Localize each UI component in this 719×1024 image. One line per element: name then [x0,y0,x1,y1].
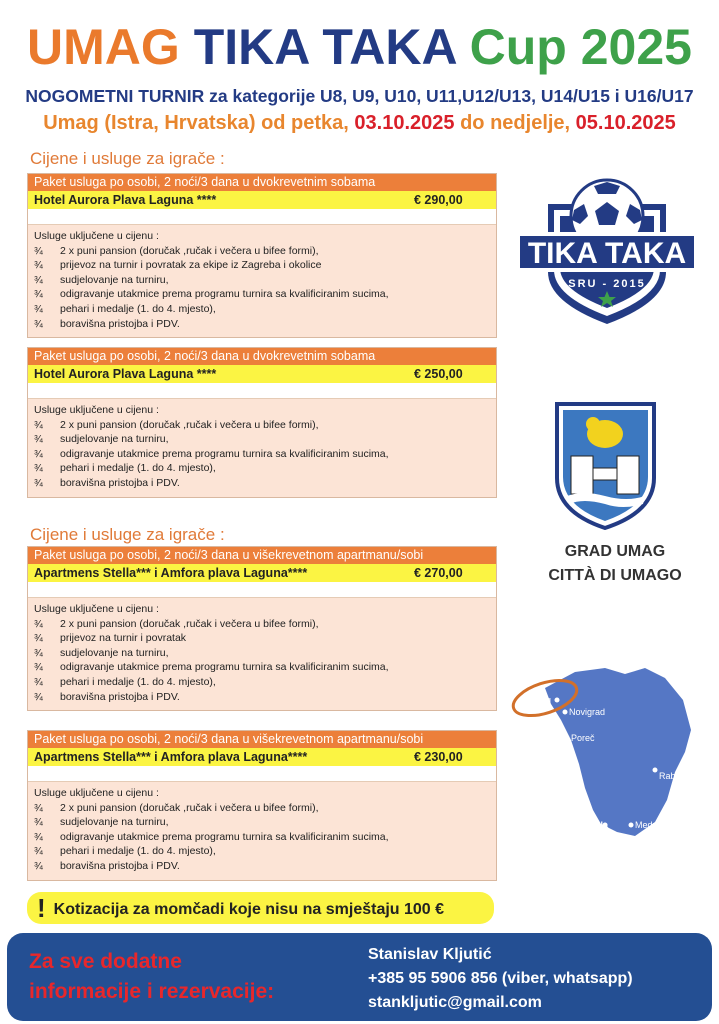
blank-row [28,383,496,399]
hotel-name: Hotel Aurora Plava Laguna **** [34,193,217,207]
package-services [28,598,496,710]
package-header: Paket usluga po osobi, 2 noći/3 dana u višekrevetnom apartmanu/sobi [28,731,496,748]
service-text: pehari i medalje (1. do 4. mjesto), [60,845,216,858]
city-name [520,540,710,588]
service-text: 2 x puni pansion (doručak ,ručak i večera u bifee formi), [60,801,319,814]
package-hotel-row [28,564,496,582]
contact-email[interactable]: stankljutic@gmail.com [368,994,542,1011]
logo-text: TIKA TAKA [527,237,687,270]
map-pin-icon [629,823,634,828]
service-text: 2 x puni pansion (doručak ,ručak i večera u bifee formi), [60,617,319,630]
bullet-icon: ¾ [34,418,43,431]
bullet-icon: ¾ [34,632,43,645]
bullet-icon: ¾ [34,433,43,446]
contact-footer [7,933,712,1021]
package-price: € 230,00 [414,750,463,764]
service-item [34,660,490,675]
bullet-icon: ¾ [34,675,43,688]
bullet-icon: ¾ [34,617,43,630]
tower-icon [571,456,593,494]
service-item [34,447,490,462]
services-intro: Usluge uključene u cijenu : [34,787,159,799]
service-item [34,432,490,447]
title-umag: UMAG [27,19,180,75]
bullet-icon: ¾ [34,462,43,475]
blank-row [28,582,496,598]
service-item [34,675,490,690]
service-text: odigravanje utakmice prema programu turnira sa kvalificiranim sucima, [60,830,389,843]
service-item [34,617,490,632]
service-item [34,844,490,859]
map-label-rabac: Rabac [659,771,686,781]
blank-row [28,209,496,225]
bullet-icon: ¾ [34,816,43,829]
map-label-pula: Pula [589,820,609,830]
note-text: Kotizacija za momčadi koje nisu na smještaju 100 € [53,901,445,918]
bullet-icon: ¾ [34,476,43,489]
package-price: € 290,00 [414,193,463,207]
bullet-icon: ¾ [34,302,43,315]
package-price: € 270,00 [414,566,463,580]
section-title-2: Cijene i usluge za igrače : [30,525,225,544]
title-cup: Cup 2025 [469,19,692,75]
service-text: sudjelovanje na turniru, [60,273,169,286]
service-text: prijevoz na turnir i povratak [60,632,187,645]
service-text: odigravanje utakmice prema programu turnira sa kvalificiranim sucima, [60,288,389,301]
service-item [34,631,490,646]
city-name-hr: GRAD UMAG [564,543,666,560]
map-label-umag: Umag [527,695,552,705]
bullet-icon: ¾ [34,259,43,272]
contact-phone[interactable]: +385 95 5906 856 (viber, whatsapp) [368,970,633,987]
service-item [34,258,490,273]
bullet-icon: ¾ [34,830,43,843]
bullet-icon: ¾ [34,859,43,872]
service-text: boravišna pristojba i PDV. [60,690,180,703]
package-header: Paket usluga po osobi, 2 noći/3 dana u višekrevetnom apartmanu/sobi [28,547,496,564]
umag-coat-of-arms [553,400,658,530]
contact-name: Stanislav Kljutić [368,946,492,963]
registration-fee-note [27,892,494,924]
bullet-icon: ¾ [34,447,43,460]
service-text: odigravanje utakmice prema programu turnira sa kvalificiranim sucima, [60,447,389,460]
package-card [27,730,497,881]
service-text: prijevoz na turnir i povratak za ekipe iz Zagreba i okolice [60,259,322,272]
dates-prefix: Umag (Istra, Hrvatska) od petka, [43,112,355,134]
package-services [28,399,496,497]
section-title-1: Cijene i usluge za igrače : [30,149,225,168]
services-intro: Usluge uključene u cijenu : [34,404,159,416]
city-name-it: CITTÀ DI UMAGO [548,567,682,584]
service-item [34,801,490,816]
service-text: pehari i medalje (1. do 4. mjesto), [60,302,216,315]
bullet-icon: ¾ [34,273,43,286]
service-item [34,317,490,332]
package-price: € 250,00 [414,367,463,381]
service-text: sudjelovanje na turniru, [60,646,169,659]
map-pin-icon [563,710,568,715]
service-item [34,476,490,491]
istria-map [505,660,715,850]
service-item [34,830,490,845]
tournament-dates [0,112,719,135]
logo-subtext: SRU - 2015 [568,278,646,290]
hotel-name: Hotel Aurora Plava Laguna **** [34,367,217,381]
map-label-rovinj: Rovinj [553,771,579,781]
dates-middle: do nedjelje, [454,112,576,134]
service-text: boravišna pristojba i PDV. [60,859,180,872]
bullet-icon: ¾ [34,690,43,703]
package-header: Paket usluga po osobi, 2 noći/3 dana u dvokrevetnim sobama [28,348,496,365]
contact-prompt [29,947,274,1007]
service-item [34,287,490,302]
service-text: odigravanje utakmice prema programu turnira sa kvalificiranim sucima, [60,661,389,674]
package-services [28,225,496,337]
service-item [34,244,490,259]
service-item [34,859,490,874]
date-start: 03.10.2025 [354,112,455,134]
services-intro: Usluge uključene u cijenu : [34,230,159,242]
date-end: 05.10.2025 [575,112,676,134]
services-intro: Usluge uključene u cijenu : [34,603,159,615]
tower-icon [617,456,639,494]
service-text: boravišna pristojba i PDV. [60,476,180,489]
service-text: boravišna pristojba i PDV. [60,317,180,330]
service-text: sudjelovanje na turniru, [60,433,169,446]
service-text: 2 x puni pansion (doručak ,ručak i večera u bifee formi), [60,244,319,257]
package-hotel-row [28,365,496,383]
map-label-porec: Poreč [571,733,595,743]
map-pin-icon [565,736,570,741]
package-card [27,347,497,498]
service-item [34,273,490,288]
service-text: sudjelovanje na turniru, [60,816,169,829]
lion-head [586,417,600,431]
package-card [27,546,497,711]
service-text: pehari i medalje (1. do 4. mjesto), [60,462,216,475]
service-text: 2 x puni pansion (doručak ,ručak i večera u bifee formi), [60,418,319,431]
tournament-categories: NOGOMETNI TURNIR za kategorije U8, U9, U10, U11,U12/U13, U14/U15 i U16/U17 [25,86,694,106]
service-item [34,815,490,830]
package-hotel-row [28,191,496,209]
poster-title [0,16,719,78]
service-item [34,690,490,705]
package-header: Paket usluga po osobi, 2 noći/3 dana u dvokrevetnim sobama [28,174,496,191]
contact-details [368,943,633,1015]
service-item [34,302,490,317]
map-label-novigrad: Novigrad [569,707,606,717]
tikataka-logo [512,176,702,326]
map-label-medulin: Medulin [635,820,667,830]
package-hotel-row [28,748,496,766]
package-card [27,173,497,338]
hotel-name: Apartmens Stella*** i Amfora plava Laguna**** [34,750,308,764]
bullet-icon: ¾ [34,244,43,257]
map-pin-icon [555,698,560,703]
bullet-icon: ¾ [34,317,43,330]
exclamation-icon: ! [37,893,46,923]
map-pin-icon [653,768,658,773]
bullet-icon: ¾ [34,845,43,858]
hotel-name: Apartmens Stella*** i Amfora plava Laguna**** [34,566,308,580]
wall-icon [593,468,617,480]
service-item [34,418,490,433]
bullet-icon: ¾ [34,646,43,659]
bullet-icon: ¾ [34,288,43,301]
contact-prompt-line1: Za sve dodatne [29,950,182,973]
istria-landmass [545,668,691,836]
title-tikataka: TIKA TAKA [193,19,456,75]
bullet-icon: ¾ [34,801,43,814]
service-text: pehari i medalje (1. do 4. mjesto), [60,675,216,688]
bullet-icon: ¾ [34,661,43,674]
contact-prompt-line2: informacije i rezervacije: [29,980,275,1003]
service-item [34,646,490,661]
package-services [28,782,496,880]
service-item [34,461,490,476]
map-pin-icon [567,764,572,769]
blank-row [28,766,496,782]
